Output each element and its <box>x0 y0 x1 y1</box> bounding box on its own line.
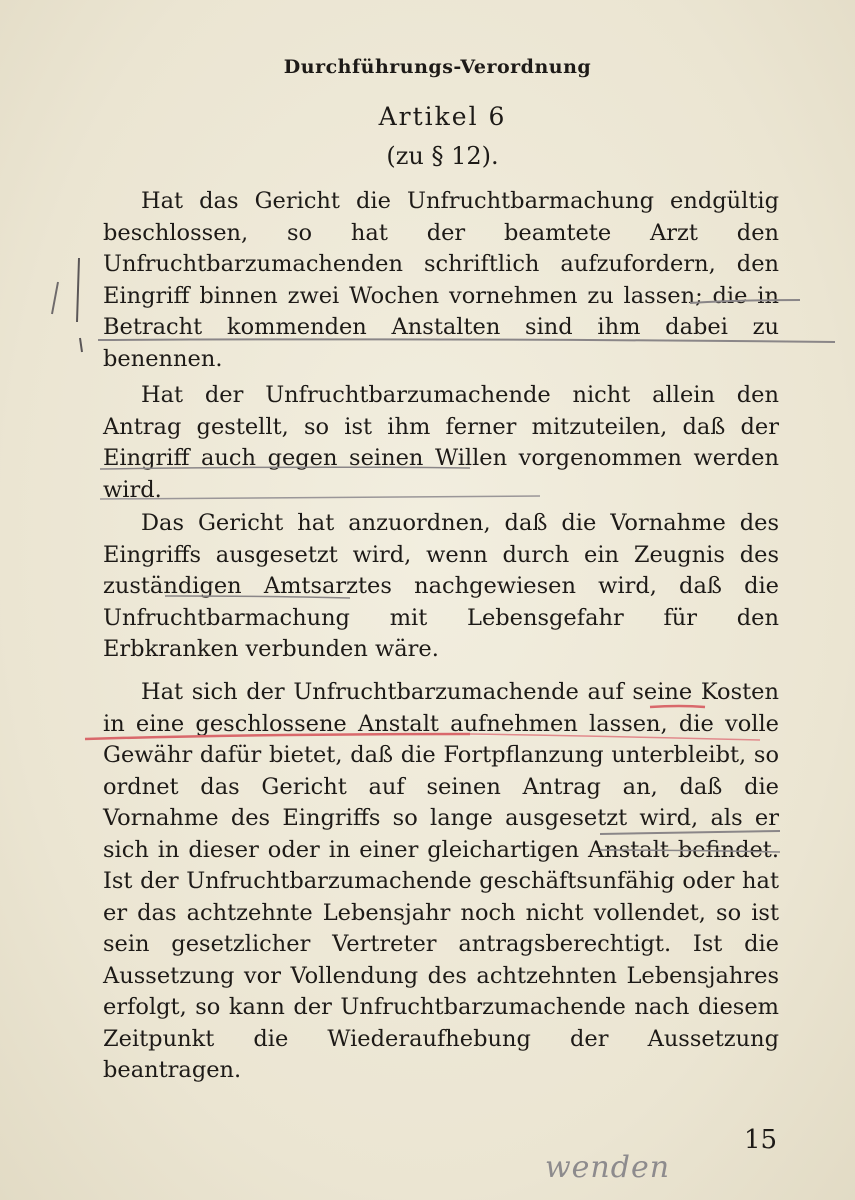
handwritten-pencil-note: wenden <box>545 1150 671 1185</box>
page-number: 15 <box>744 1125 778 1155</box>
running-header: Durchführungs-Verordnung <box>283 56 592 78</box>
article-reference: (zu § 12). <box>386 142 499 170</box>
paragraph-2: Hat der Unfruchtbarzumachende nicht allein den Antrag gestellt, so ist ihm ferner mitzuteilen, daß der Eingriff auch gegen seinen Willen vorgenommen werden wird. <box>103 382 779 503</box>
paragraph-4: Hat sich der Unfruchtbarzumachende auf seine Kosten in eine geschlossene Anstalt aufnehmen lassen, die volle Gewähr dafür bietet, daß die Fortpflanzung unterbleibt, so ordnet das Gericht auf seinen Antrag an, daß die Vornahme des Eingriffs so lange ausgesetzt wird, als er sich in dieser oder in einer gleichartigen Anstalt befindet. Ist der Unfruchtbarzumachende geschäftsunfähig oder hat er das achtzehnte Lebensjahr noch nicht vollendet, so ist sein gesetzlicher Vertreter antragsberechtigt. Ist die Aussetzung vor Vollendung des achtzehnten Lebensjahres erfolgt, so kann der Unfruchtbarzumachende nach diesem Zeitpunkt die Wiederaufhebung der Aussetzung beantragen. <box>103 679 779 1083</box>
article-title: Artikel 6 <box>378 102 507 131</box>
margin-mark-line <box>77 258 79 322</box>
margin-mark-line <box>52 282 58 314</box>
paragraph-1: Hat das Gericht die Unfruchtbarmachung endgültig beschlossen, so hat der beamtete Arzt den Unfruchtbarzumachenden schriftlich aufzufordern, den Eingriff binnen zwei Wochen vornehmen zu lassen; die in Betracht kommenden Anstalten sind ihm dabei zu benennen. <box>103 188 779 372</box>
margin-mark-line <box>80 338 82 352</box>
paragraph-3: Das Gericht hat anzuordnen, daß die Vornahme des Eingriffs ausgesetzt wird, wenn durch ein Zeugnis des zuständigen Amtsarztes nachgewiesen wird, daß die Unfruchtbarmachung mit Lebensgefahr für den Erbkranken verbunden wäre. <box>103 510 779 662</box>
